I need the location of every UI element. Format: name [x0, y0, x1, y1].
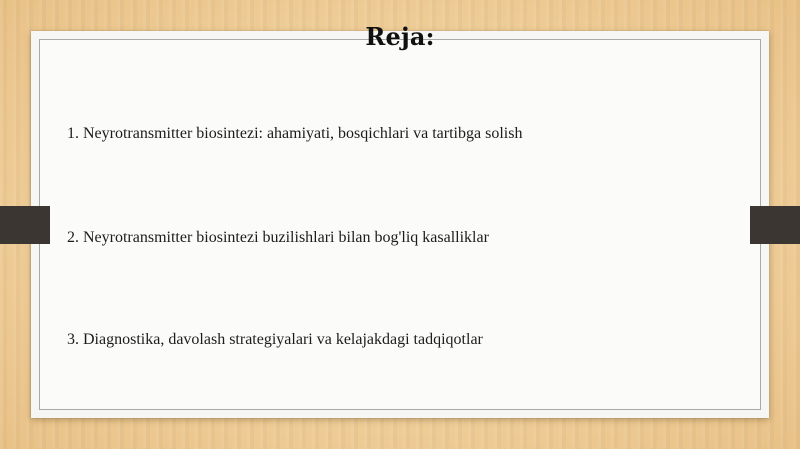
left-side-tab — [0, 206, 50, 244]
paper-card — [31, 31, 769, 418]
agenda-item-2: 2. Neyrotransmitter biosintezi buzilishlari bilan bog'liq kasalliklar — [67, 229, 489, 246]
inner-frame — [39, 39, 761, 410]
agenda-item-3: 3. Diagnostika, davolash strategiyalari va kelajakdagi tadqiqotlar — [67, 331, 483, 348]
agenda-item-1: 1. Neyrotransmitter biosintezi: ahamiyati, bosqichlari va tartibga solish — [67, 125, 523, 142]
slide-title: Reja: — [365, 22, 435, 51]
right-side-tab — [750, 206, 800, 244]
